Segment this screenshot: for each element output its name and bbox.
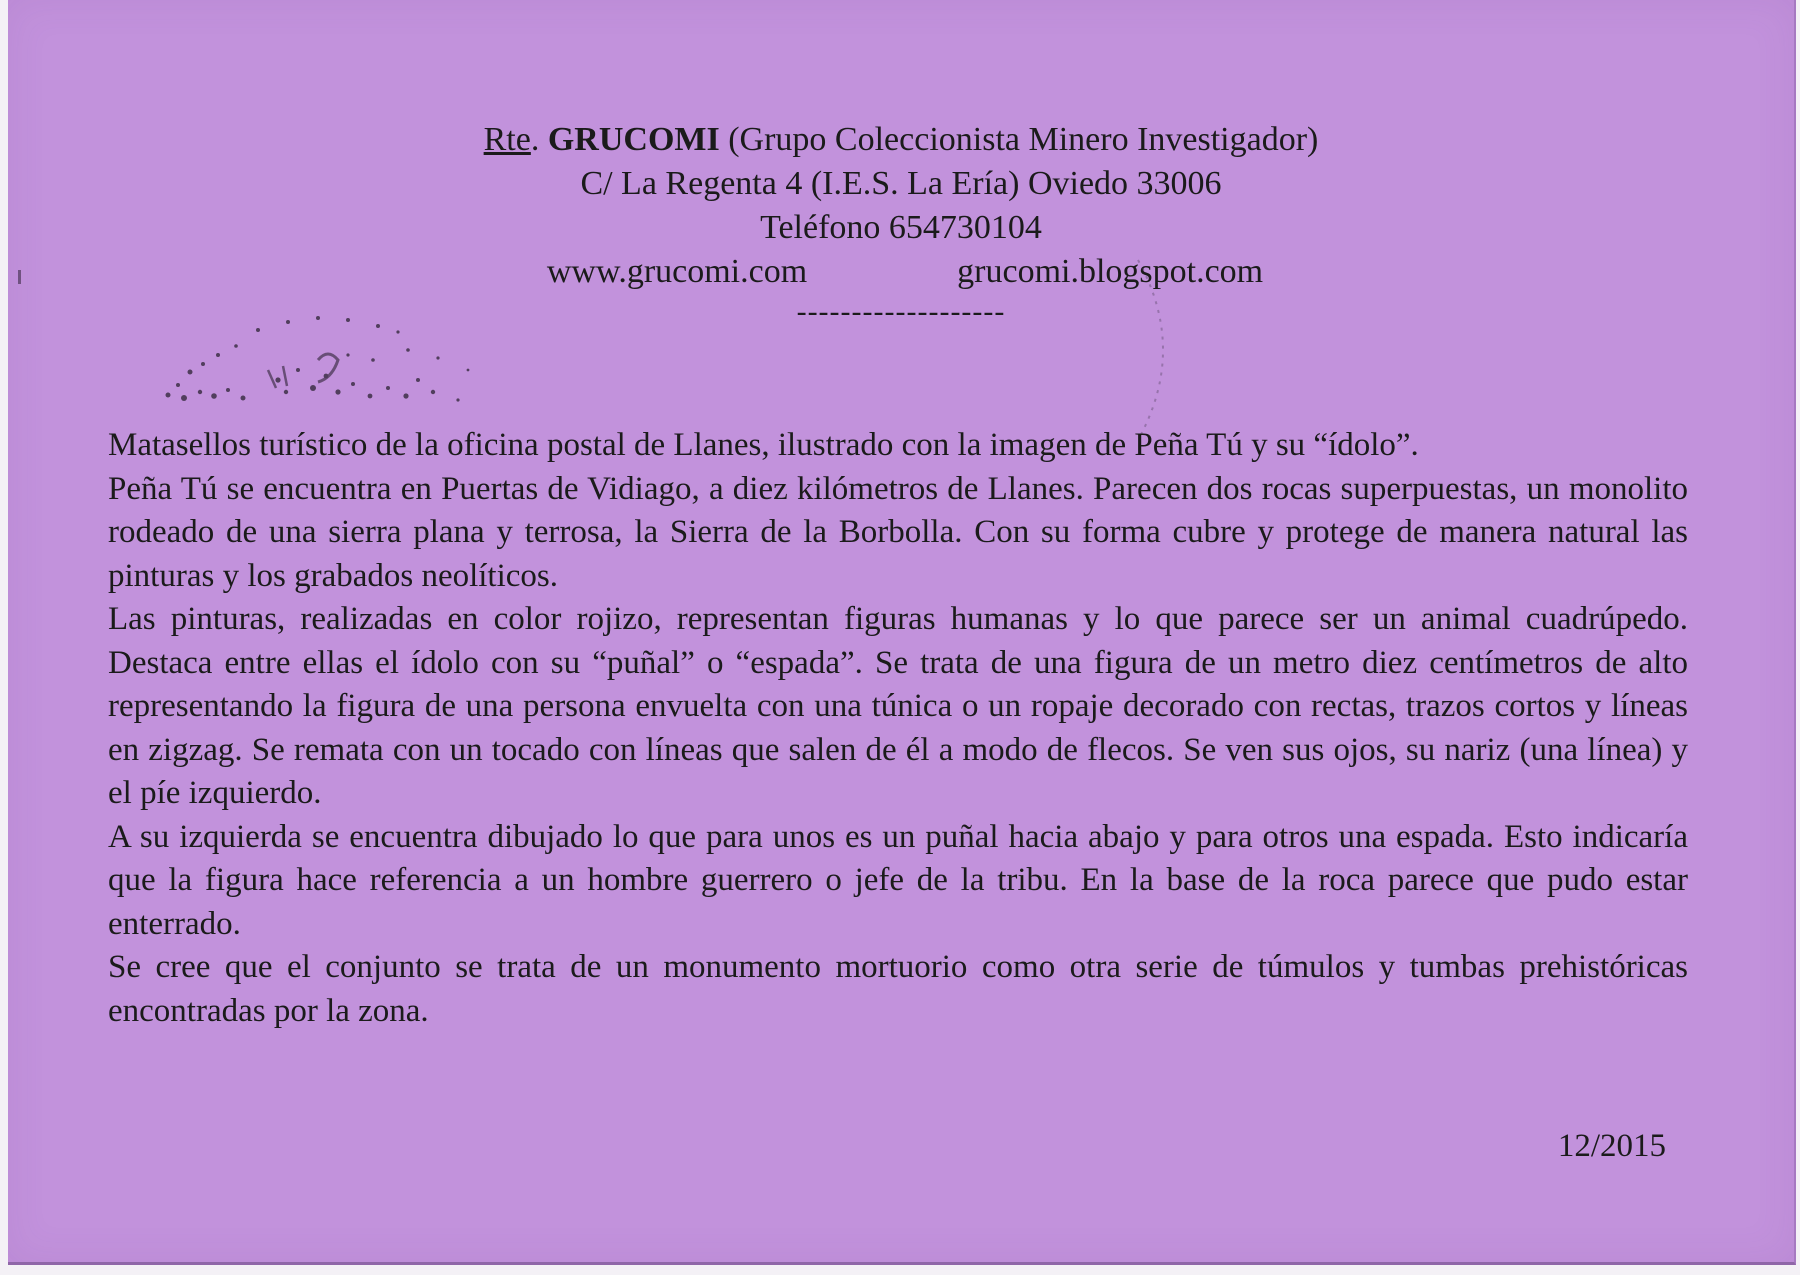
web-line bbox=[8, 250, 1794, 294]
sender-address: C/ La Regenta 4 (I.E.S. La Ería) Oviedo 33006 bbox=[580, 165, 1222, 202]
rte-label: Rte bbox=[483, 121, 531, 158]
issue-date: 12/2015 bbox=[1557, 1128, 1666, 1164]
paragraph-monument: Se cree que el conjunto se trata de un monumento mortuorio como otra serie de túmulos y tumbas prehistóricas encontradas por la zona. bbox=[108, 949, 1688, 1029]
org-name: GRUCOMI bbox=[547, 121, 720, 158]
postmark-ring-icon bbox=[988, 250, 1188, 450]
paragraph-paintings: Las pinturas, realizadas en color rojizo, representan figuras humanas y lo que parece ser un animal cuadrúpedo. Destaca entre ellas el ídolo con su “puñal” o “espada”. Se trata de una figura de un metro diez centímetros de alto representando la figura de una persona envuelta con una túnica o un ropaje decorado con rectas, trazos cortos y líneas en zigzag. Se remata con un tocado con líneas que salen de él a modo de flecos. Se ven sus ojos, su nariz (una línea) y el píe izquierdo. bbox=[108, 601, 1688, 811]
rte-dot: . bbox=[530, 121, 548, 158]
org-full-name: (Grupo Coleccionista Minero Investigador) bbox=[719, 121, 1319, 158]
faded-postmark-icon bbox=[148, 300, 548, 420]
website-link: www.grucomi.com bbox=[546, 253, 808, 290]
header-divider: ------------------- bbox=[796, 295, 1006, 328]
paragraph-postmark: Matasellos turístico de la oficina postal de Llanes, ilustrado con la imagen de Peña Tú y su “ídolo”. bbox=[108, 427, 1419, 463]
description-text bbox=[108, 424, 1688, 1033]
paragraph-dagger: A su izquierda se encuentra dibujado lo que para unos es un puñal hacia abajo y para otros una espada. Esto indicaría que la figura hace referencia a un hombre guerrero o jefe de la tribu. En la base de la roca parece que pudo estar enterrado. bbox=[108, 818, 1688, 942]
postcard-back bbox=[8, 0, 1796, 1265]
sender-line bbox=[8, 118, 1794, 162]
sender-phone: Teléfono 654730104 bbox=[760, 209, 1042, 246]
paragraph-location: Peña Tú se encuentra en Puertas de Vidiago, a diez kilómetros de Llanes. Parecen dos rocas superpuestas, un monolito rodeado de una sierra plana y terrosa, la Sierra de la Borbolla. Con su forma cubre y protege de manera natural las pinturas y los grabados neolíticos. bbox=[108, 470, 1688, 594]
blog-link: grucomi.blogspot.com bbox=[957, 253, 1264, 290]
